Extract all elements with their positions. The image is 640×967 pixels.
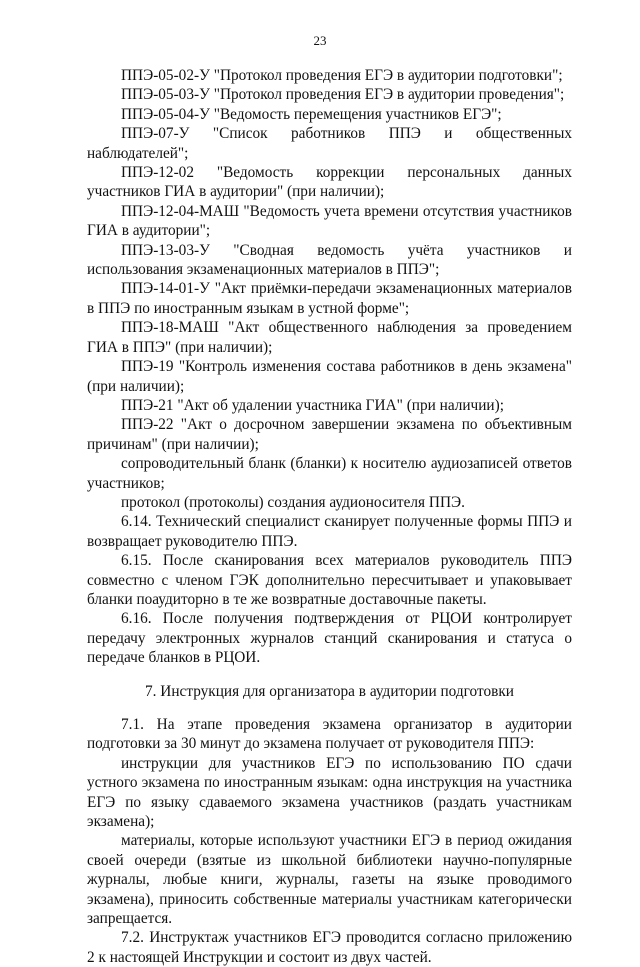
paragraph: ППЭ-14-01-У "Акт приёмки-передачи экзаменационных материалов в ППЭ по иностранным языкам в устной форме";: [87, 280, 572, 317]
paragraph: сопроводительный бланк (бланки) к носителю аудиозаписей ответов участников;: [87, 455, 572, 492]
paragraph: ППЭ-22 "Акт о досрочном завершении экзамена по объективным причинам" (при наличии);: [87, 416, 572, 453]
paragraph: протокол (протоколы) создания аудионосителя ППЭ.: [121, 493, 465, 511]
paragraph: 7.1. На этапе проведения экзамена организатор в аудитории подготовки за 30 минут до экзамена получает от руководителя ППЭ:: [87, 716, 572, 753]
paragraph: ППЭ-19 "Контроль изменения состава работников в день экзамена" (при наличии);: [87, 358, 572, 395]
paragraph: 6.15. После сканирования всех материалов руководитель ППЭ совместно с членом ГЭК дополнительно пересчитывает и упаковывает бланки поаудиторно в те же возвратные доставочные пакеты.: [87, 552, 572, 608]
page-number: 23: [313, 33, 327, 48]
paragraph: ППЭ-07-У "Список работников ППЭ и общественных наблюдателей";: [87, 125, 572, 162]
paragraph: ППЭ-05-02-У "Протокол проведения ЕГЭ в аудитории подготовки";: [121, 67, 563, 84]
paragraph: ППЭ-21 "Акт об удалении участника ГИА" (при наличии);: [121, 396, 504, 414]
paragraph: ППЭ-13-03-У "Сводная ведомость учёта участников и использования экзаменационных материалов в ППЭ";: [87, 241, 572, 279]
paragraph: ППЭ-05-04-У "Ведомость перемещения участников ЕГЭ";: [121, 105, 502, 123]
paragraph: инструкции для участников ЕГЭ по использованию ПО сдачи устного экзамена по иностранным языкам: одна инструкция на участника ЕГЭ по языку сдаваемого экзамена участников (раздать участникам экзамена);: [87, 754, 572, 831]
paragraph: ППЭ-18-МАШ "Акт общественного наблюдения за проведением ГИА в ППЭ" (при наличии);: [87, 319, 572, 356]
paragraph: 6.16. После получения подтверждения от РЦОИ контролирует передачу электронных журналов станций сканирования и статуса о передаче бланков в РЦОИ.: [87, 610, 572, 667]
section-heading: 7. Инструкция для организатора в аудитории подготовки: [145, 682, 514, 700]
paragraph: 7.2. Инструктаж участников ЕГЭ проводится согласно приложению 2 к настоящей Инструкции и состоит из двух частей.: [87, 929, 572, 966]
paragraph: ППЭ-05-03-У "Протокол проведения ЕГЭ в аудитории проведения";: [121, 86, 565, 104]
paragraph: материалы, которые используют участники ЕГЭ в период ожидания своей очереди (взятые из школьной библиотеки научно-популярные журналы, любые книги, журналы, газеты на языке проводимого экзамена), приносить собственные материалы участникам категорически запрещается.: [87, 832, 572, 928]
paragraph: ППЭ-12-02 "Ведомость коррекции персональных данных участников ГИА в аудитории" (при наличии);: [87, 164, 572, 201]
paragraph: 6.14. Технический специалист сканирует полученные формы ППЭ и возвращает руководителю ППЭ.: [87, 513, 572, 550]
paragraph: ППЭ-12-04-МАШ "Ведомость учета времени отсутствия участников ГИА в аудитории";: [87, 202, 572, 240]
document-body: [87, 66, 572, 967]
